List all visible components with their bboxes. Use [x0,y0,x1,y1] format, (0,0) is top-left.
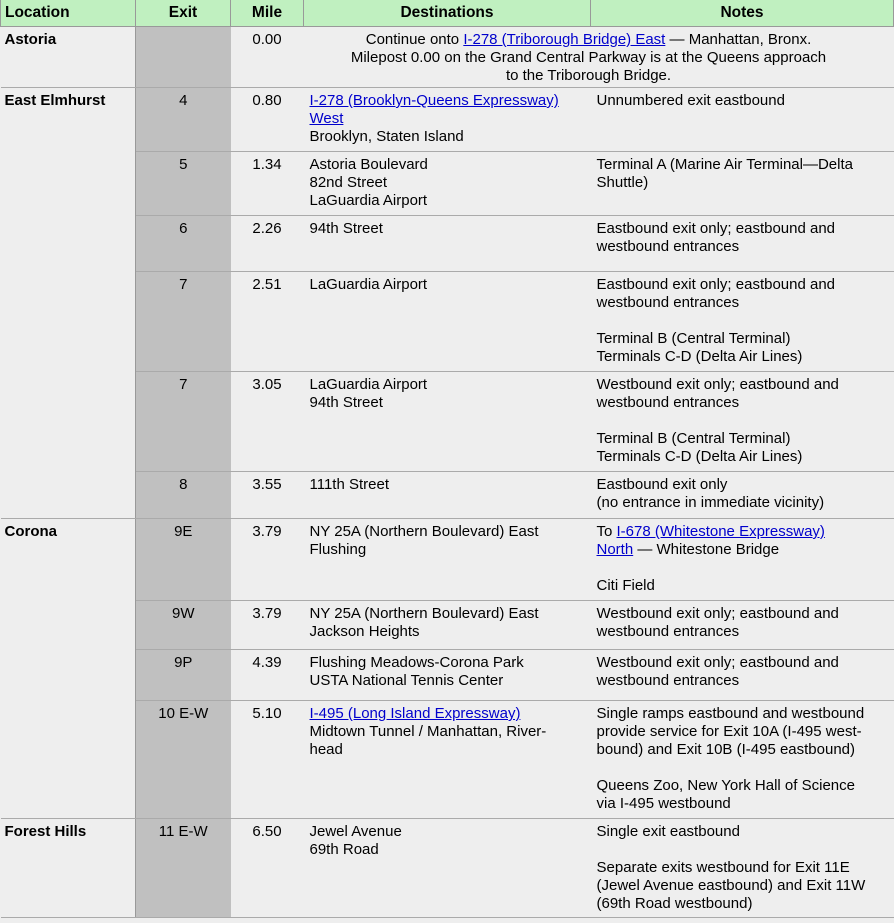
mile-cell: 1.34 [231,152,304,216]
notes-text: — Whitestone Bridge [633,541,780,558]
mile-cell: 5.10 [231,701,304,819]
destinations-cell [304,372,591,472]
notes-line: Westbound exit only; eastbound and [596,376,839,393]
notes-line: Shuttle) [596,174,649,191]
notes-cell [591,372,894,472]
mile-cell: 3.79 [231,519,304,601]
table-row [1,819,894,918]
destination-line: LaGuardia Airport [309,192,428,209]
notes-line: Westbound exit only; eastbound and [596,605,839,622]
destination-line: Astoria Boulevard [309,156,428,173]
exit-cell: 4 [136,88,231,152]
destination-line: 94th Street [309,394,383,411]
destination-line: 69th Road [309,841,379,858]
exit-cell: 10 E-W [136,701,231,819]
notes-cell [591,152,894,216]
notes-line: bound) and Exit 10B (I-495 eastbound) [596,741,856,758]
table-row [1,519,894,601]
notes-line: Single exit eastbound [596,823,740,840]
table-row [1,27,894,88]
exit-cell: 7 [136,272,231,372]
destination-line: LaGuardia Airport [309,376,428,393]
destinations-cell [304,216,591,272]
destination-line: LaGuardia Airport [309,276,428,293]
notes-line: westbound entrances [596,623,740,640]
header-notes: Notes [591,0,894,27]
notes-line: Terminal B (Central Terminal) [596,430,791,447]
exit-cell: 5 [136,152,231,216]
notes-text: — Manhattan, Bronx. [665,31,812,48]
destinations-cell [304,701,591,819]
mile-cell: 3.55 [231,472,304,519]
destination-line: Brooklyn, Staten Island [309,128,464,145]
location-cell: Astoria [1,27,136,88]
i678-whitestone-link[interactable]: I-678 (Whitestone Expressway) [616,523,825,540]
exit-cell [136,27,231,88]
notes-line: Terminals C-D (Delta Air Lines) [596,448,803,465]
destination-line: Midtown Tunnel / Manhattan, River- [309,723,547,740]
notes-line: westbound entrances [596,672,740,689]
destination-line: NY 25A (Northern Boulevard) East [309,523,539,540]
destinations-cell [304,88,591,152]
mile-cell: 0.00 [231,27,304,88]
mile-cell: 3.79 [231,601,304,650]
destination-line: NY 25A (Northern Boulevard) East [309,605,539,622]
exit-cell: 9E [136,519,231,601]
exit-cell: 6 [136,216,231,272]
i495-lie-link[interactable]: I-495 (Long Island Expressway) [309,705,521,722]
notes-cell [591,472,894,519]
location-cell: East Elmhurst [1,88,136,519]
i678-north-link[interactable]: North [596,541,634,558]
notes-cell [591,519,894,601]
destination-line: 94th Street [309,220,383,237]
location-cell: Corona [1,519,136,819]
table-row [1,88,894,152]
mile-cell: 2.51 [231,272,304,372]
mile-cell: 4.39 [231,650,304,701]
exit-cell: 9W [136,601,231,650]
notes-line: Eastbound exit only [596,476,728,493]
destination-line: Flushing [309,541,367,558]
notes-line: Queens Zoo, New York Hall of Science [596,777,855,794]
exit-cell: 8 [136,472,231,519]
notes-line: Terminal A (Marine Air Terminal—Delta [596,156,853,173]
notes-line: Terminals C-D (Delta Air Lines) [596,348,803,365]
notes-line: westbound entrances [596,294,740,311]
notes-line: (no entrance in immediate vicinity) [596,494,825,511]
destination-line: Jackson Heights [309,623,420,640]
notes-cell [591,701,894,819]
notes-cell [591,272,894,372]
notes-cell [591,650,894,701]
header-location: Location [1,0,136,27]
destination-line: 111th Street [309,476,389,493]
destination-line: USTA National Tennis Center [309,672,504,689]
destination-line: Jewel Avenue [309,823,402,840]
notes-line: to the Triborough Bridge. [505,67,672,84]
destinations-cell [304,152,591,216]
notes-text: To [596,523,617,540]
notes-line: via I-495 westbound [596,795,731,812]
notes-line: Citi Field [596,577,655,594]
mile-cell: 0.80 [231,88,304,152]
notes-line: (69th Road westbound) [596,895,753,912]
i278-triborough-link[interactable]: I-278 (Triborough Bridge) East [463,31,666,48]
destinations-cell [304,601,591,650]
header-exit: Exit [136,0,231,27]
notes-text: Continue onto [365,31,464,48]
notes-line: Terminal B (Central Terminal) [596,330,791,347]
notes-line: Westbound exit only; eastbound and [596,654,839,671]
destinations-cell [304,472,591,519]
exit-cell: 7 [136,372,231,472]
i278-bqe-west-link[interactable]: West [309,110,344,127]
notes-line: Eastbound exit only; eastbound and [596,220,836,237]
notes-line: Milepost 0.00 on the Grand Central Parkway is at the Queens approach [350,49,827,66]
i278-bqe-link[interactable]: I-278 (Brooklyn-Queens Expressway) [309,92,559,109]
exit-cell: 11 E-W [136,819,231,918]
notes-line: Single ramps eastbound and westbound [596,705,865,722]
mile-cell: 3.05 [231,372,304,472]
notes-cell [591,819,894,918]
destinations-cell [304,519,591,601]
notes-cell [591,601,894,650]
mile-cell: 6.50 [231,819,304,918]
notes-line: (Jewel Avenue eastbound) and Exit 11W [596,877,866,894]
notes-line: Eastbound exit only; eastbound and [596,276,836,293]
header-row [1,0,894,27]
mile-cell: 2.26 [231,216,304,272]
destination-line: 82nd Street [309,174,388,191]
notes-line: westbound entrances [596,238,740,255]
notes-line: westbound entrances [596,394,740,411]
notes-cell [304,27,894,88]
notes-cell: Unnumbered exit eastbound [591,88,894,152]
location-cell: Forest Hills [1,819,136,918]
destination-line: Flushing Meadows-Corona Park [309,654,524,671]
destinations-cell [304,272,591,372]
destination-line: head [309,741,343,758]
notes-line: Separate exits westbound for Exit 11E [596,859,850,876]
notes-cell [591,216,894,272]
destinations-cell [304,819,591,918]
header-mile: Mile [231,0,304,27]
header-destinations: Destinations [304,0,591,27]
destinations-cell [304,650,591,701]
exit-cell: 9P [136,650,231,701]
notes-line: provide service for Exit 10A (I-495 west- [596,723,862,740]
